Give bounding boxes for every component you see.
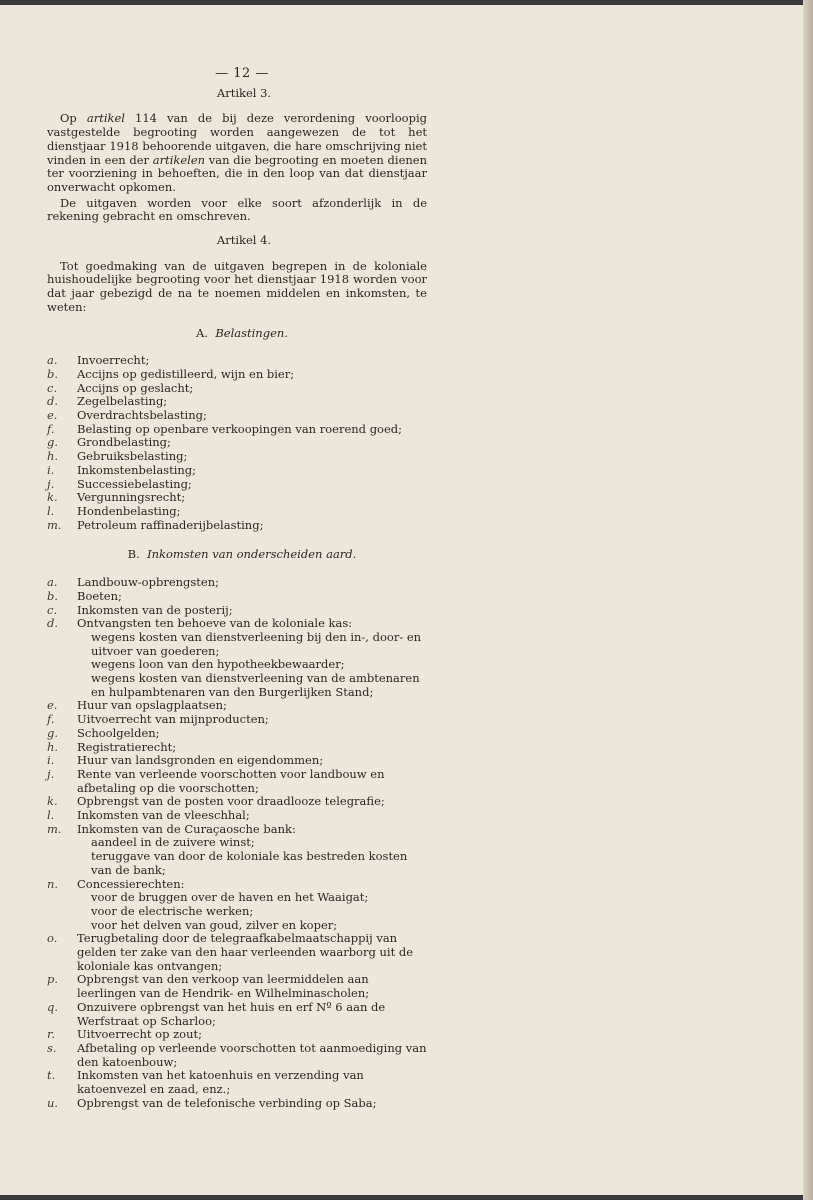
list-item-letter: t. [47, 1068, 56, 1083]
list-item-letter: h. [47, 449, 59, 464]
list-item-letter: a. [47, 353, 58, 368]
list-item-text: Hondenbelasting; [77, 503, 181, 518]
list-item-text: Petroleum raffinaderijbelasting; [77, 517, 264, 532]
list-item-letter: g. [47, 435, 59, 450]
section-a-list [47, 354, 427, 532]
list-item [47, 727, 427, 741]
list-item-text: Ontvangsten ten behoeve van de koloniale kas: [77, 616, 353, 631]
list-item-text-block [77, 768, 427, 795]
list-item [47, 436, 427, 450]
list-subitem: voor het delven van goud, zilver en koper; [91, 917, 338, 932]
list-item-text-block [77, 519, 427, 533]
list-item-text-block [77, 1028, 427, 1042]
list-item-text-block [77, 727, 427, 741]
list-item-letter: d. [47, 616, 59, 631]
list-item [47, 395, 427, 409]
list-item-letter: u. [47, 1095, 59, 1110]
list-subitem: aandeel in de zuivere winst; [91, 835, 255, 850]
list-subitem: voor de bruggen over de haven en het Waaigat; [91, 890, 369, 905]
list-item [47, 1069, 427, 1096]
list-item [47, 382, 427, 396]
list-item-letter: f. [47, 421, 55, 436]
artikel-3-paragraph-2: De uitgaven worden voor elke soort afzonderlijk in de rekening gebracht en omschreven. [47, 195, 427, 224]
list-item-text-block [77, 464, 427, 478]
list-item-letter: i. [47, 753, 55, 768]
list-item [47, 809, 427, 823]
list-item-letter: l. [47, 808, 55, 823]
list-item-text-block [77, 795, 427, 809]
list-item [47, 423, 427, 437]
artikel-3-heading: Artikel 3. [216, 85, 272, 100]
list-subitem: wegens loon van den hypotheekbewaarder; [91, 657, 345, 672]
list-item-letter: r. [47, 1027, 55, 1042]
list-item [47, 973, 427, 1000]
list-item [47, 604, 427, 618]
list-item-text: Boeten; [77, 588, 122, 603]
section-b-list [47, 576, 427, 1110]
list-item-text-block [77, 1069, 427, 1096]
list-item-text-block [77, 604, 427, 618]
list-item-text: Huur van opslagplaatsen; [77, 698, 227, 713]
page-edge [803, 0, 813, 1200]
list-item-letter: l. [47, 503, 55, 518]
list-item-text: Invoerrecht; [77, 353, 150, 368]
list-item-text-block [77, 436, 427, 450]
list-item-letter: h. [47, 739, 59, 754]
list-item-letter: q. [47, 999, 59, 1014]
list-item-text-block [77, 395, 427, 409]
list-item-letter: g. [47, 725, 59, 740]
list-item-text: Afbetaling op verleende voorschotten tot aanmoediging van den katoenbouw; [77, 1041, 427, 1069]
list-item [47, 713, 427, 727]
list-item [47, 505, 427, 519]
list-item-text-block [77, 450, 427, 464]
list-item-text: Uitvoerrecht op zout; [77, 1027, 202, 1042]
list-item [47, 754, 427, 768]
list-item-text-block [77, 973, 427, 1000]
list-item [47, 464, 427, 478]
list-item [47, 368, 427, 382]
list-item-text: Terugbetaling door de telegraafkabelmaatschappij van gelden ter zake van den haar verleenden waarborg uit de koloniale kas ontvangen; [77, 931, 414, 973]
list-item-text: Inkomstenbelasting; [77, 462, 197, 477]
artikel-4-paragraph: Tot goedmaking van de uitgaven begrepen in de koloniale huishoudelijke begrooting voor het dienstjaar 1918 worden voor dat jaar gebezigd de na te noemen middelen en inkomsten, te weten: [47, 258, 427, 314]
list-item [47, 878, 427, 933]
list-item [47, 699, 427, 713]
section-b-heading: B. Inkomsten van onderscheiden aard. [127, 547, 357, 562]
list-item-text-block [77, 505, 427, 519]
list-item-letter: e. [47, 698, 58, 713]
list-item-text-block [77, 809, 427, 823]
list-item-letter: i. [47, 462, 55, 477]
list-item-letter: c. [47, 602, 58, 617]
list-item [47, 823, 427, 878]
list-item-text-block [77, 354, 427, 368]
list-item-text-block [77, 741, 427, 755]
list-item-text-block [77, 409, 427, 423]
list-subitem: voor de electrische werken; [91, 903, 254, 918]
list-item-letter: n. [47, 876, 59, 891]
list-item-text-block [77, 1042, 427, 1069]
list-item-text: Onzuivere opbrengst van het huis en erf Nº 6 aan de Werfstraat op Scharloo; [77, 999, 386, 1028]
list-item-text: Accijns op geslacht; [77, 380, 194, 395]
list-item [47, 450, 427, 464]
list-item-letter: o. [47, 931, 58, 946]
list-item-text: Landbouw-opbrengsten; [77, 575, 220, 590]
list-item-text-block [77, 699, 427, 713]
list-item-text-block [77, 576, 427, 590]
list-item [47, 519, 427, 533]
list-item-letter: f. [47, 712, 55, 727]
list-item [47, 576, 427, 590]
list-item [47, 354, 427, 368]
list-item-text-block [77, 491, 427, 505]
list-item-letter: e. [47, 408, 58, 423]
list-item-text-block [77, 713, 427, 727]
list-item-text-block [77, 368, 427, 382]
list-item-letter: d. [47, 394, 59, 409]
list-item-text: Successiebelasting; [77, 476, 192, 491]
list-item-letter: p. [47, 972, 59, 987]
list-item-text: Rente van verleende voorschotten voor landbouw en afbetaling op die voorschotten; [77, 766, 385, 795]
list-item-letter: c. [47, 380, 58, 395]
list-item-text: Uitvoerrecht van mijnproducten; [77, 712, 269, 727]
document-page [0, 5, 804, 1195]
list-item-letter: k. [47, 490, 58, 505]
list-item-text-block [77, 478, 427, 492]
list-item [47, 478, 427, 492]
list-item [47, 491, 427, 505]
list-item-letter: k. [47, 794, 58, 809]
list-item-letter: s. [47, 1041, 57, 1055]
list-item [47, 1042, 427, 1069]
list-item-text: Accijns op gedistilleerd, wijn en bier; [77, 366, 295, 381]
list-item [47, 932, 427, 973]
list-item [47, 1028, 427, 1042]
list-item-text-block [77, 423, 427, 437]
list-item-letter: b. [47, 588, 59, 603]
list-item-letter: j. [47, 766, 55, 781]
list-item-letter: m. [47, 821, 62, 836]
list-item [47, 741, 427, 755]
page-number: — 12 — [215, 66, 269, 81]
list-item-text: Belasting op openbare verkoopingen van roerend goed; [77, 421, 403, 436]
list-item-text: Gebruiksbelasting; [77, 449, 188, 464]
list-item-letter: m. [47, 517, 62, 532]
list-item-text: Opbrengst van de telefonische verbinding op Saba; [77, 1095, 377, 1110]
list-subitem: wegens kosten van dienstverleening bij den in-, door- en uitvoer van goederen; [91, 629, 422, 658]
list-item-letter: j. [47, 476, 55, 491]
list-item-text: Inkomsten van de vleeschhal; [77, 808, 250, 823]
list-item-text-block [77, 1001, 427, 1028]
list-item-text: Opbrengst van den verkoop van leermiddelen aan leerlingen van de Hendrik- en Wilhelminascholen; [77, 972, 370, 1001]
list-item-text-block [77, 878, 427, 933]
list-item [47, 1001, 427, 1028]
list-item-text-block [77, 617, 427, 699]
list-item-text-block [77, 382, 427, 396]
list-item-letter: a. [47, 575, 58, 590]
artikel-3-paragraph-1: Op artikel 114 van de bij deze verordening voorloopig vastgestelde begrooting worden aangewezen de tot het dienstjaar 1918 behoorende uitgaven, die hare omschrijving niet vinden in een der artikelen van die begrooting en moeten dienen ter voorziening in behoeften, die in den loop van dat dienstjaar onverwacht opkomen. [47, 111, 428, 194]
list-item-text: Huur van landsgronden en eigendommen; [77, 753, 324, 768]
list-item-text: Registratierecht; [77, 739, 177, 754]
list-item [47, 795, 427, 809]
page-content [47, 67, 427, 1121]
list-item-text-block [77, 754, 427, 768]
list-item-text-block [77, 932, 427, 973]
section-a-heading: A. Belastingen. [196, 325, 288, 340]
list-item [47, 590, 427, 604]
list-item-text-block [77, 823, 427, 878]
artikel-4-heading: Artikel 4. [216, 233, 272, 248]
list-item-text: Inkomsten van de Curaçaosche bank: [77, 821, 296, 836]
list-subitem: wegens kosten van dienstverleening van de ambtenaren en hulpambtenaren van den Burgerlijken Stand; [91, 671, 420, 699]
list-item-letter: b. [47, 366, 59, 381]
list-item-text: Opbrengst van de posten voor draadlooze telegrafie; [77, 794, 385, 809]
list-item-text-block [77, 1097, 427, 1111]
list-item-text: Grondbelasting; [77, 435, 171, 450]
list-item-text-block [77, 590, 427, 604]
list-item-text: Inkomsten van het katoenhuis en verzending van katoenvezel en zaad, enz.; [77, 1068, 364, 1097]
list-item-text: Vergunningsrecht; [77, 490, 186, 505]
list-item-text: Concessierechten: [77, 876, 185, 891]
list-item-text: Overdrachtsbelasting; [77, 408, 207, 423]
list-subitem: teruggave van door de koloniale kas bestreden kosten van de bank; [91, 849, 408, 877]
list-item-text: Schoolgelden; [77, 725, 160, 740]
list-item-text: Inkomsten van de posterij; [77, 602, 233, 617]
list-item-text: Zegelbelasting; [77, 394, 168, 409]
list-item [47, 409, 427, 423]
list-item [47, 768, 427, 795]
list-item [47, 1097, 427, 1111]
list-item [47, 617, 427, 699]
